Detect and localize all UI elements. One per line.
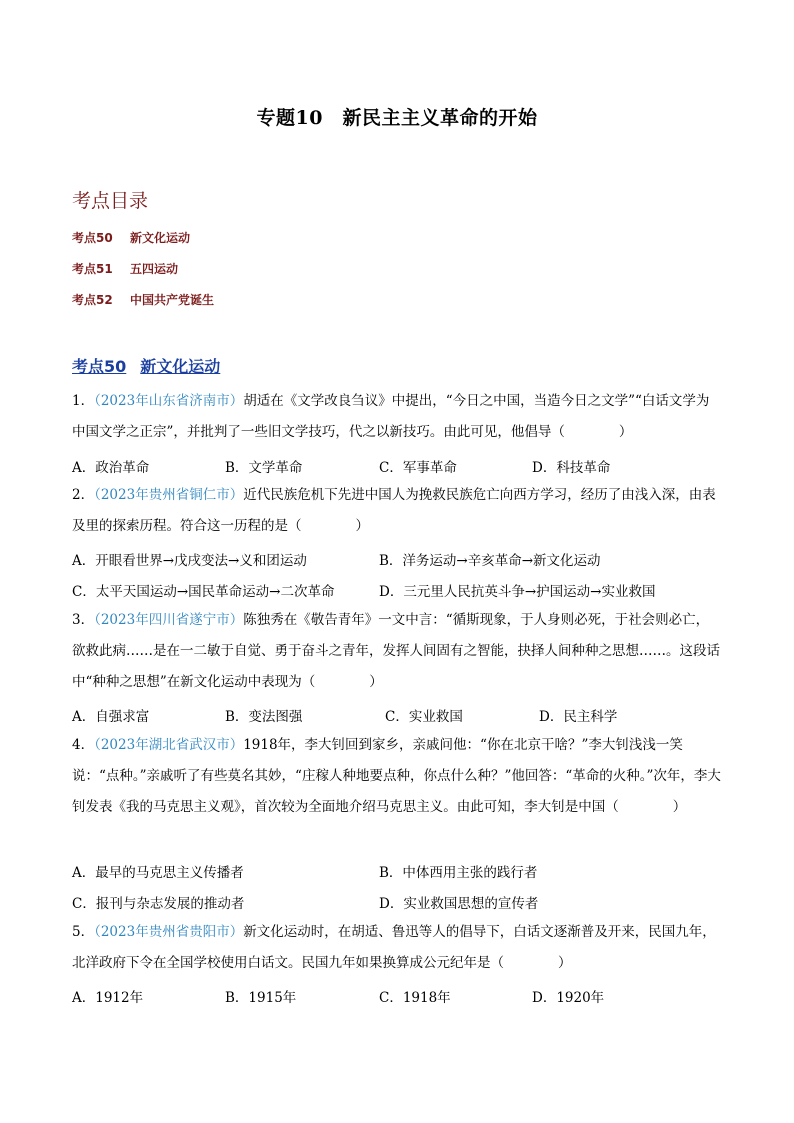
question-3-options [72, 705, 722, 729]
option-c[interactable]: C．太平天国运动→国民革命运动→二次革命 [72, 584, 335, 600]
question-source: （2023年四川省遂宁市） [94, 612, 244, 628]
question-source: （2023年贵州省铜仁市） [94, 487, 244, 503]
toc-item-label: 新文化运动 [130, 231, 191, 245]
question-4-options-row1 [72, 861, 722, 885]
question-text: 胡适在《文学改良刍议》中提出，“今日之中国，当造今日之文学”“白话文学为中国文学之正宗”，并批判了一些旧文学技巧，代之以新技巧。由此可见，他倡导（ ） [72, 393, 710, 440]
question-number: 2． [72, 487, 95, 503]
question-source: （2023年贵州省贵阳市） [94, 924, 244, 940]
option-a[interactable]: A．自强求富 [72, 709, 150, 725]
question-5 [72, 917, 722, 979]
option-c[interactable]: C．实业救国 [385, 709, 463, 725]
option-b[interactable]: B．1915年 [225, 990, 297, 1006]
option-c[interactable]: C．1918年 [379, 990, 451, 1006]
option-a[interactable]: A．政治革命 [72, 460, 150, 476]
question-4 [72, 730, 722, 823]
toc-item[interactable] [72, 260, 178, 277]
question-number: 4． [72, 737, 95, 753]
question-source: （2023年湖北省武汉市） [94, 737, 244, 753]
question-4-options-row2 [72, 892, 722, 916]
option-b[interactable]: B．变法图强 [225, 709, 303, 725]
toc-item-number: 考点51 [72, 262, 113, 276]
option-d[interactable]: D．实业救国思想的宣传者 [379, 896, 539, 912]
question-source: （2023年山东省济南市） [94, 393, 244, 409]
question-text: 陈独秀在《敬告青年》一文中言：“循斯现象，于人身则必死，于社会则必亡，欲救此病……是在一二敏于自觉、勇于奋斗之青年，发挥人间固有之智能，抉择人间种种之思想……。这段话中“种种之思想”在新文化运动中表现为（ ） [72, 612, 720, 690]
toc-item-label: 中国共产党诞生 [130, 293, 215, 307]
question-2-options-row2 [72, 580, 722, 604]
question-5-options [72, 986, 722, 1010]
option-d[interactable]: D．民主科学 [539, 709, 618, 725]
question-1-options [72, 456, 722, 480]
question-number: 1． [72, 393, 95, 409]
toc-item[interactable] [72, 229, 190, 246]
section-label: 新文化运动 [140, 357, 221, 376]
question-number: 5． [72, 924, 95, 940]
question-2-options-row1 [72, 549, 722, 573]
section-number: 考点50 [72, 357, 127, 376]
option-b[interactable]: B．洋务运动→辛亥革命→新文化运动 [379, 553, 601, 569]
option-d[interactable]: D．科技革命 [532, 460, 611, 476]
option-c[interactable]: C．报刊与杂志发展的推动者 [72, 896, 245, 912]
question-text: 近代民族危机下先进中国人为挽救民族危亡向西方学习，经历了由浅入深，由表及里的探索历程。符合这一历程的是（ ） [72, 487, 716, 534]
question-text: 1918年，李大钊回到家乡，亲戚问他：“你在北京干啥？”李大钊浅浅一笑说：“点种。”亲戚听了有些莫名其妙，“庄稼人种地要点种，你点什么种？”他回答：“革命的火种。”次年，李大钊发表《我的马克思主义观》，首次较为全面地介绍马克思主义。由此可知，李大钊是中国（ ） [72, 737, 721, 815]
option-a[interactable]: A．最早的马克思主义传播者 [72, 865, 244, 881]
question-2 [72, 480, 722, 542]
question-text: 新文化运动时，在胡适、鲁迅等人的倡导下，白话文逐渐普及开来，民国九年，北洋政府下令在全国学校使用白话文。民国九年如果换算成公元纪年是（ ） [72, 924, 716, 971]
option-d[interactable]: D．1920年 [532, 990, 605, 1006]
toc-heading: 考点目录 [72, 190, 149, 212]
option-a[interactable]: A．开眼看世界→戊戌变法→义和团运动 [72, 553, 307, 569]
question-number: 3． [72, 612, 95, 628]
toc-item-number: 考点50 [72, 231, 113, 245]
option-c[interactable]: C．军事革命 [379, 460, 457, 476]
option-d[interactable]: D．三元里人民抗英斗争→护国运动→实业救国 [379, 584, 656, 600]
page-title: 专题10 新民主主义革命的开始 [256, 107, 538, 129]
toc-item-number: 考点52 [72, 293, 113, 307]
toc-item-label: 五四运动 [130, 262, 179, 276]
question-3 [72, 605, 722, 698]
question-1 [72, 386, 722, 448]
option-b[interactable]: B．中体西用主张的践行者 [379, 865, 538, 881]
option-a[interactable]: A．1912年 [72, 990, 144, 1006]
option-b[interactable]: B．文学革命 [225, 460, 303, 476]
toc-item[interactable] [72, 291, 214, 308]
section-heading [72, 354, 220, 377]
